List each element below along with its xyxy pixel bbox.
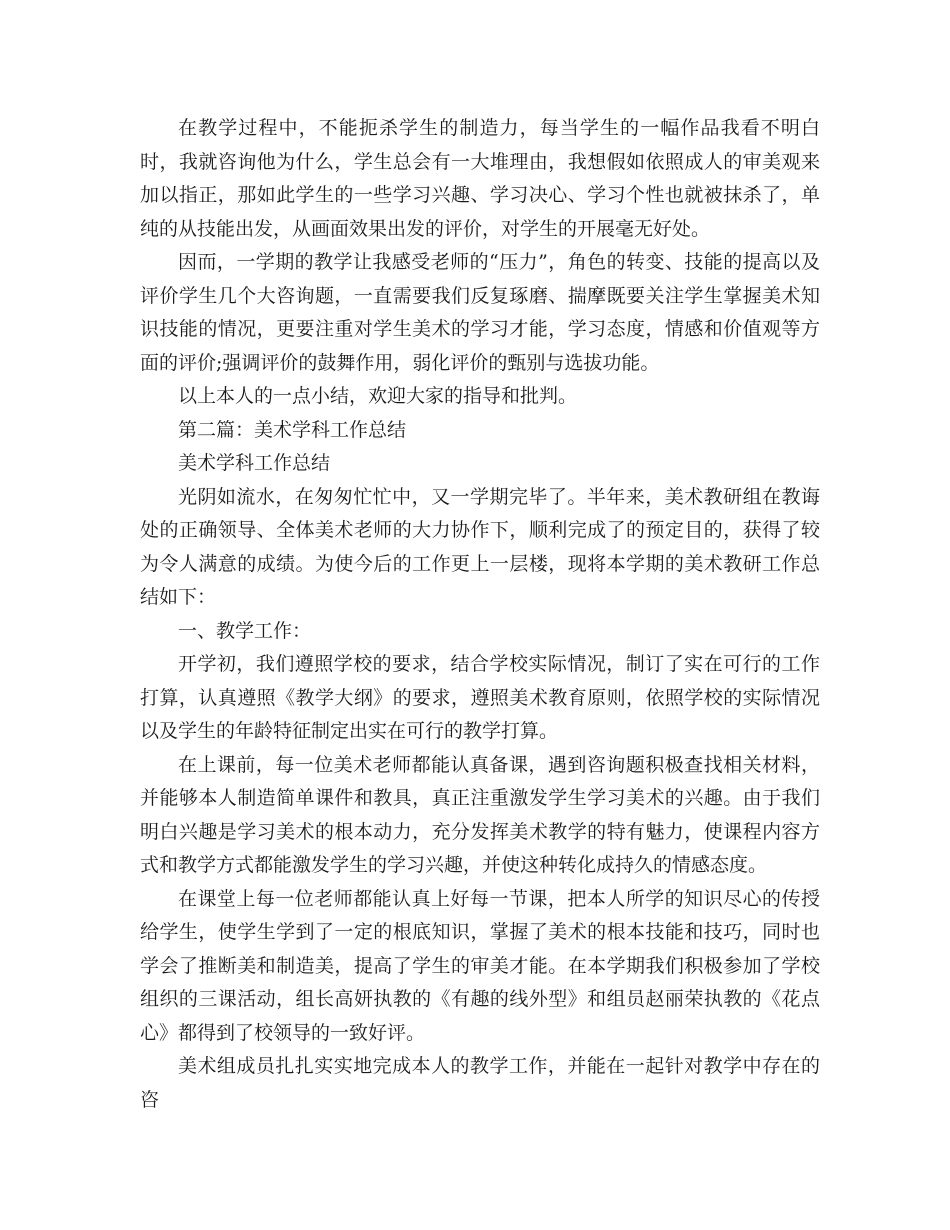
section-subheading: 美术学科工作总结	[178, 452, 331, 474]
paragraph: 因而，一学期的教学让我感受老师的“压力”，角色的转变、技能的提高以及评价学生几个大咨询题，一直需要我们反复琢磨、揣摩既要关注学生掌握美术知识技能的情况，更要注重对学生美术的学习才能，学习态度，情感和价值观等方面的评价;强调评价的鼓舞作用，弱化评价的甄别与选拔功能。	[140, 251, 820, 374]
paragraph: 以上本人的一点小结，欢迎大家的指导和批判。	[178, 385, 578, 407]
paragraph: 在教学过程中，不能扼杀学生的制造力，每当学生的一幅作品我看不明白时，我就咨询他为什么，学生总会有一大堆理由，我想假如依照成人的审美观来加以指正，那如此学生的一些学习兴趣、学习决心、学习个性也就被抹杀了，单纯的从技能出发，从画面效果出发的评价，对学生的开展毫无好处。	[140, 117, 820, 240]
paragraph: 美术组成员扎扎实实地完成本人的教学工作，并能在一起针对教学中存在的咨	[140, 1055, 820, 1111]
list-heading: 一、教学工作：	[178, 619, 312, 642]
paragraph: 在课堂上每一位老师都能认真上好每一节课，把本人所学的知识尽心的传授给学生，使学生学到了一定的根底知识，掌握了美术的根本技能和技巧，同时也学会了推断美和制造美，提高了学生的审美才能。在本学期我们积极参加了学校组织的三课活动，组长高妍执教的《有趣的线外型》和组员赵丽荣执教的《花点心》都得到了校领导的一致好评。	[140, 887, 820, 1044]
paragraph: 在上课前，每一位美术老师都能认真备课，遇到咨询题积极查找相关材料，并能够本人制造简单课件和教具，真正注重激发学生学习美术的兴趣。由于我们明白兴趣是学习美术的根本动力，充分发挥美术教学的特有魅力，使课程内容方式和教学方式都能激发学生的学习兴趣，并使这种转化成持久的情感态度。	[140, 753, 820, 876]
paragraph: 光阴如流水，在匆匆忙忙中，又一学期完毕了。半年来，美术教研组在教诲处的正确领导、全体美术老师的大力协作下，顺利完成了的预定目的，获得了较为令人满意的成绩。为使今后的工作更上一层楼，现将本学期的美术教研工作总结如下：	[140, 485, 820, 608]
document-body	[140, 112, 820, 1117]
paragraph: 开学初，我们遵照学校的要求，结合学校实际情况，制订了实在可行的工作打算，认真遵照《教学大纲》的要求，遵照美术教育原则，依照学校的实际情况以及学生的年龄特征制定出实在可行的教学打算。	[140, 653, 820, 742]
section-heading: 第二篇：美术学科工作总结	[178, 418, 407, 441]
